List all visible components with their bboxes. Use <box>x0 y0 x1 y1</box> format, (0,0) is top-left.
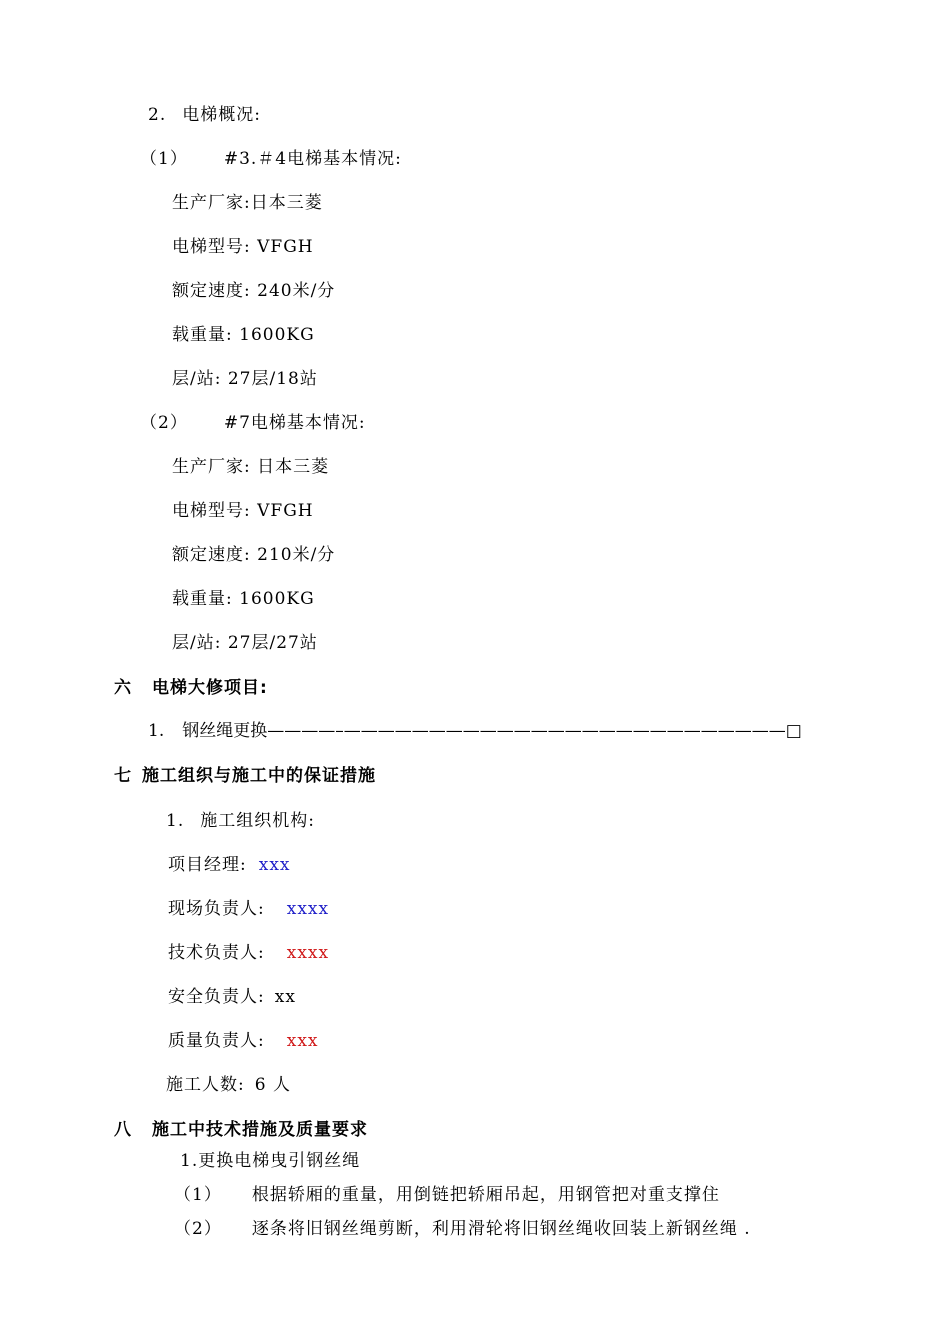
replace-rope-item: 1.更换电梯曳引钢丝绳 <box>180 1151 361 1171</box>
sub-title: #7电梯基本情况: <box>223 413 366 433</box>
heading-text: 施工组织与施工中的保证措施 <box>142 766 376 786</box>
item-number: 1. <box>166 811 185 831</box>
step-text: 根据轿厢的重量，用倒链把轿厢吊起，用钢管把对重支撑住 <box>251 1185 720 1205</box>
workers-row <box>166 1074 291 1096</box>
heading-number: 六 <box>114 678 132 698</box>
step-1 <box>174 1184 720 1206</box>
workers-value: 6 人 <box>254 1075 291 1095</box>
repair-item <box>148 720 802 742</box>
safety-leader-row <box>168 986 296 1008</box>
elevator-a-model: 电梯型号: VFGH <box>172 237 314 257</box>
heading-text: 电梯大修项目: <box>152 678 268 698</box>
step-text: 逐条将旧钢丝绳剪断，利用滑轮将旧钢丝绳收回装上新钢丝绳 . <box>251 1219 751 1239</box>
project-manager-label: 项目经理: <box>168 855 247 875</box>
elevator-b-speed: 额定速度: 210米/分 <box>172 545 336 565</box>
step-2 <box>174 1218 751 1240</box>
elevator-a-floors: 层/站: 27层/18站 <box>172 369 318 389</box>
elevator-a-load: 载重量: 1600KG <box>172 325 315 345</box>
quality-leader-value: xxx <box>286 1031 319 1051</box>
overview-item <box>148 104 261 126</box>
safety-leader-label: 安全负责人: <box>168 987 265 1007</box>
sub-number: （2） <box>140 413 188 433</box>
elevator-b-load: 载重量: 1600KG <box>172 589 315 609</box>
item-number: 1. <box>148 721 165 741</box>
elevator-b-floors: 层/站: 27层/27站 <box>172 633 318 653</box>
item-label: 电梯概况: <box>182 105 261 125</box>
org-item <box>166 810 315 832</box>
elevator-b-model: 电梯型号: VFGH <box>172 501 314 521</box>
quality-leader-label: 质量负责人: <box>168 1031 265 1051</box>
safety-leader-value: xx <box>274 987 296 1007</box>
site-leader-row <box>168 898 329 920</box>
project-manager-row <box>168 854 291 876</box>
item-text: 钢丝绳更换————–——————————————————————————□ <box>182 721 802 741</box>
section-6-heading <box>114 677 268 699</box>
tech-leader-value: xxxx <box>286 943 330 963</box>
site-leader-label: 现场负责人: <box>168 899 265 919</box>
sub-number: （1） <box>140 149 188 169</box>
heading-text: 施工中技术措施及质量要求 <box>152 1120 368 1140</box>
elevator-a-title <box>140 148 402 170</box>
section-8-heading <box>114 1119 368 1141</box>
elevator-a-manufacturer: 生产厂家:日本三菱 <box>172 193 323 213</box>
sub-title: #3.＃4电梯基本情况: <box>223 149 402 169</box>
tech-leader-label: 技术负责人: <box>168 943 265 963</box>
workers-label: 施工人数: <box>166 1075 245 1095</box>
item-text: 施工组织机构: <box>200 811 315 831</box>
elevator-b-manufacturer: 生产厂家: 日本三菱 <box>172 457 330 477</box>
heading-number: 八 <box>114 1120 132 1140</box>
elevator-b-title <box>140 412 366 434</box>
item-number: 2. <box>148 105 167 125</box>
elevator-a-speed: 额定速度: 240米/分 <box>172 281 336 301</box>
project-manager-value: xxx <box>258 855 291 875</box>
section-7-heading <box>114 765 376 787</box>
quality-leader-row <box>168 1030 319 1052</box>
site-leader-value: xxxx <box>286 899 330 919</box>
tech-leader-row <box>168 942 329 964</box>
heading-number: 七 <box>114 766 132 786</box>
step-number: （1） <box>174 1185 222 1205</box>
step-number: （2） <box>174 1219 222 1239</box>
